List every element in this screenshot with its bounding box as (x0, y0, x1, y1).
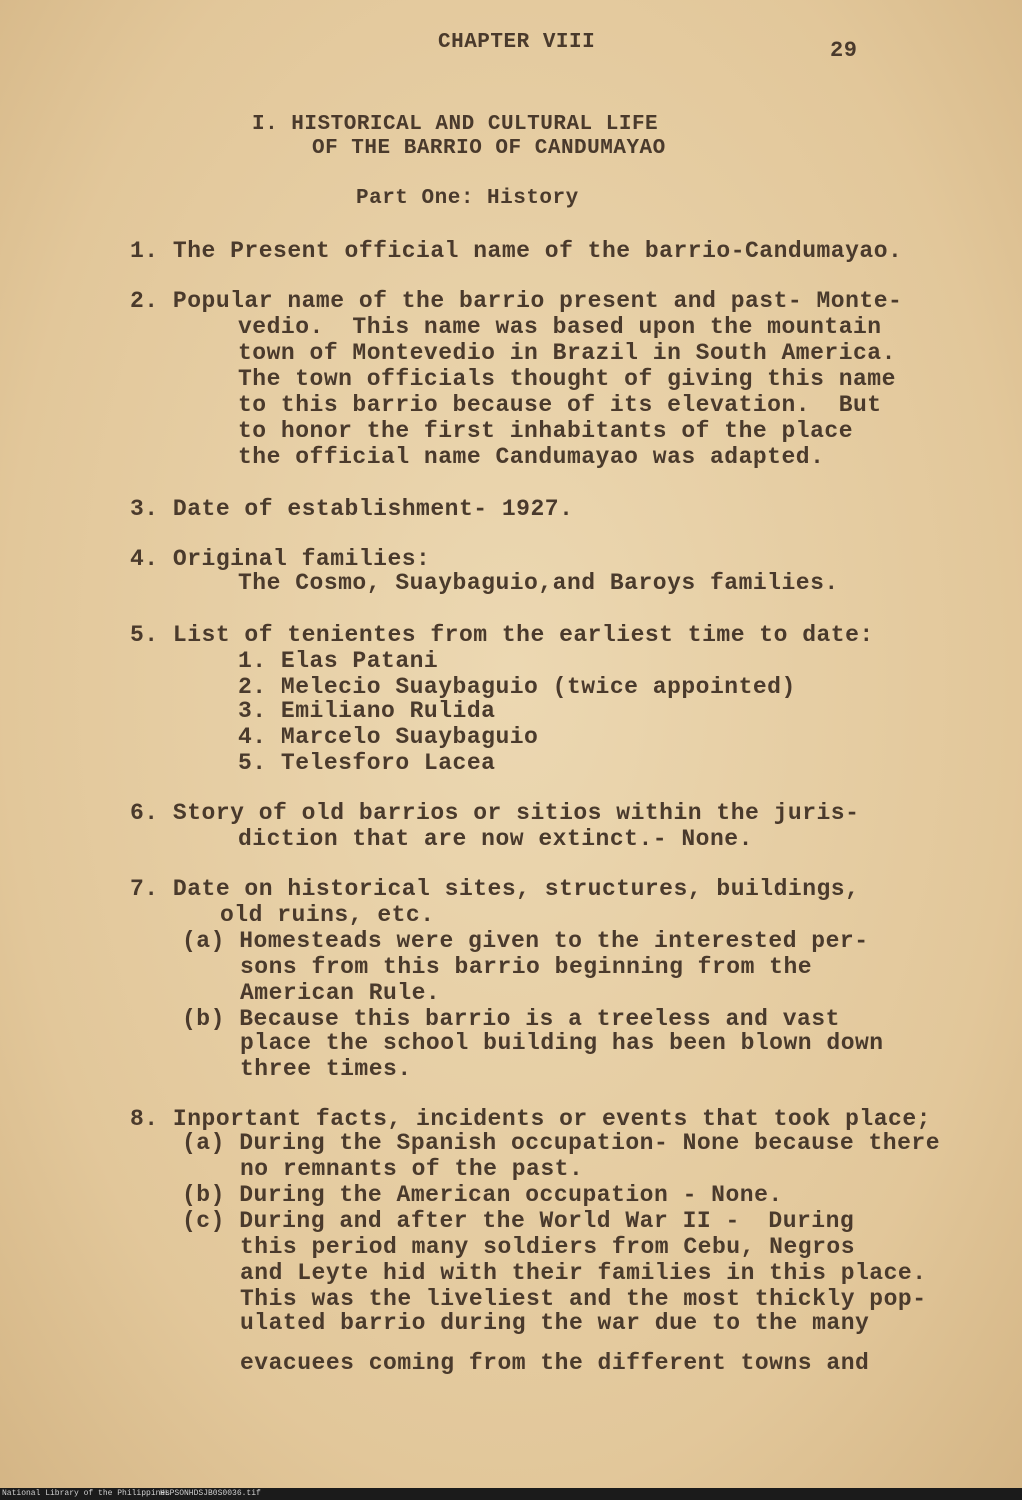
document-title-line-2: OF THE BARRIO OF CANDUMAYAO (312, 137, 666, 160)
item-2-line-3: town of Montevedio in Brazil in South America. (238, 340, 896, 366)
item-7a-line-3: American Rule. (240, 980, 441, 1006)
item-2-line-6: to honor the first inhabitants of the place (238, 418, 853, 444)
teniente-5: 5. Telesforo Lacea (238, 750, 496, 776)
item-7b-line-3: three times. (240, 1056, 412, 1082)
item-8a-line-1: (a) During the Spanish occupation- None because there (182, 1130, 941, 1156)
page-number: 29 (830, 38, 858, 63)
item-4-line-2: The Cosmo, Suaybaguio,and Baroys families. (238, 570, 839, 596)
item-8a-line-2: no remnants of the past. (240, 1156, 584, 1182)
item-8c-line-6: evacuees coming from the different towns and (240, 1350, 870, 1376)
item-2-line-1: 2. Popular name of the barrio present and past- Monte- (130, 288, 903, 314)
item-7a-line-2: sons from this barrio beginning from the (240, 954, 813, 980)
chapter-heading: CHAPTER VIII (438, 31, 596, 54)
teniente-4: 4. Marcelo Suaybaguio (238, 724, 539, 750)
item-7-line-2: old ruins, etc. (220, 902, 435, 928)
archive-footer-bar (0, 1488, 1022, 1500)
item-6-line-1: 6. Story of old barrios or sitios within the juris- (130, 800, 860, 826)
library-credit: National Library of the Philippines (2, 1489, 171, 1498)
document-title-line-1: I. HISTORICAL AND CULTURAL LIFE (252, 113, 659, 136)
scan-filename: HLPSONHDSJB0S0036.tif (160, 1489, 261, 1498)
item-2-line-7: the official name Candumayao was adapted. (238, 444, 825, 470)
item-2-line-5: to this barrio because of its elevation. But (238, 392, 882, 418)
item-8-line-1: 8. Inportant facts, incidents or events that took place; (130, 1106, 931, 1132)
teniente-1: 1. Elas Patani (238, 648, 439, 674)
teniente-3: 3. Emiliano Rulida (238, 698, 496, 724)
item-1: 1. The Present official name of the barrio-Candumayao. (130, 238, 903, 264)
item-8c-line-3: and Leyte hid with their families in this place. (240, 1260, 927, 1286)
item-7-line-1: 7. Date on historical sites, structures, buildings, (130, 876, 860, 902)
item-3: 3. Date of establishment- 1927. (130, 496, 574, 522)
teniente-2: 2. Melecio Suaybaguio (twice appointed) (238, 674, 796, 700)
item-8c-line-4: This was the liveliest and the most thickly pop- (240, 1286, 927, 1312)
item-2-line-2: vedio. This name was based upon the mountain (238, 314, 882, 340)
item-4-line-1: 4. Original families: (130, 546, 431, 572)
item-5-line-1: 5. List of tenientes from the earliest time to date: (130, 622, 874, 648)
item-8c-line-5: ulated barrio during the war due to the many (240, 1310, 870, 1336)
item-2-line-4: The town officials thought of giving this name (238, 366, 896, 392)
item-8c-line-2: this period many soldiers from Cebu, Negros (240, 1234, 855, 1260)
item-8b-line-1: (b) During the American occupation - None. (182, 1182, 783, 1208)
item-6-line-2: diction that are now extinct.- None. (238, 826, 753, 852)
item-8c-line-1: (c) During and after the World War II - During (182, 1208, 855, 1234)
item-7b-line-2: place the school building has been blown down (240, 1030, 884, 1056)
part-heading: Part One: History (356, 187, 579, 210)
item-7a-line-1: (a) Homesteads were given to the interested per- (182, 928, 869, 954)
item-7b-line-1: (b) Because this barrio is a treeless and vast (182, 1006, 840, 1032)
